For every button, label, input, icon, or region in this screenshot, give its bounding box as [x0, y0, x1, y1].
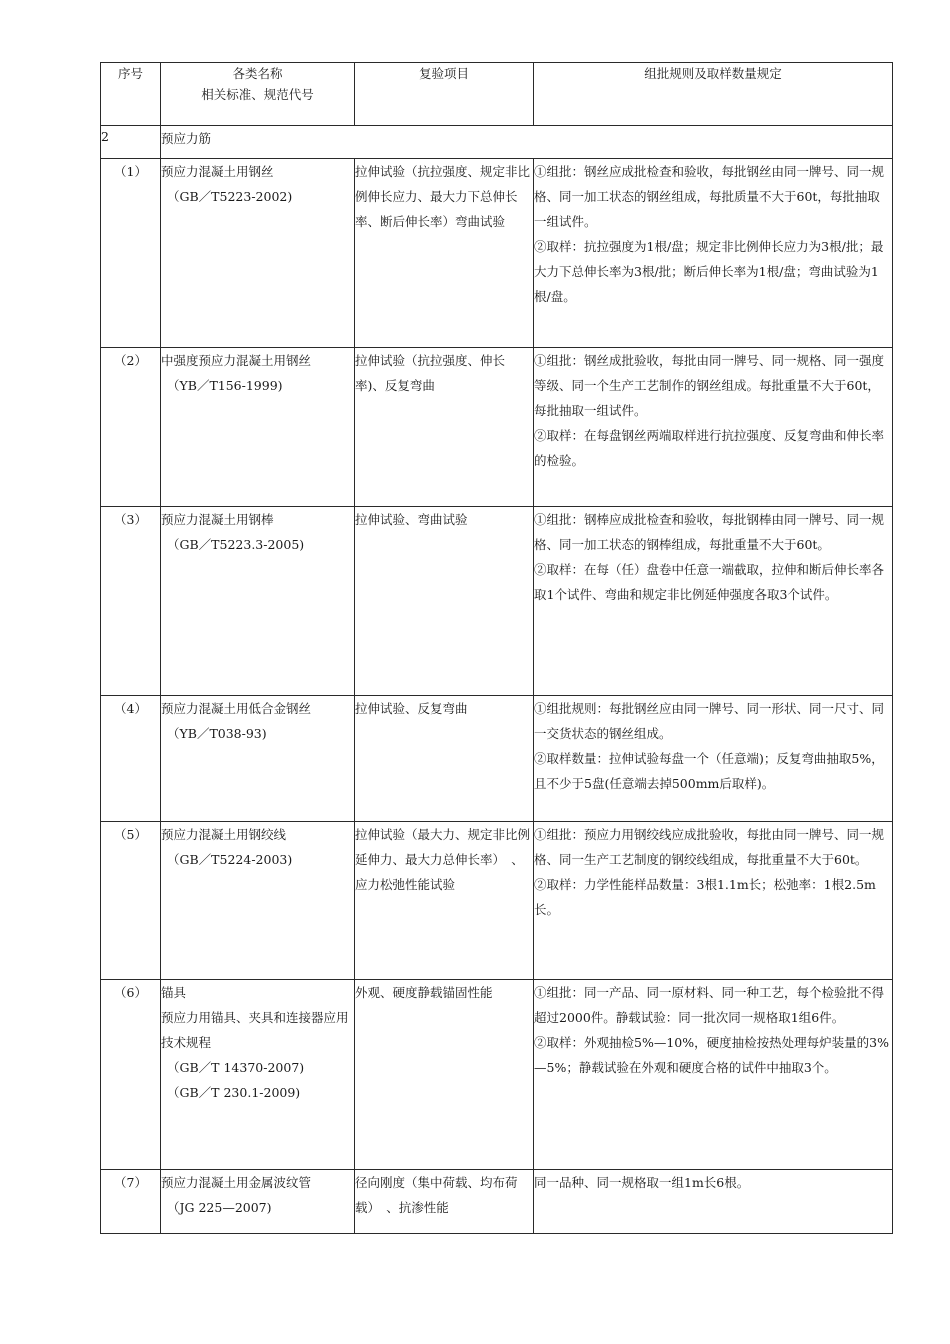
table-row	[101, 822, 893, 980]
table-header-row	[101, 63, 893, 126]
row-items: 拉伸试验（最大力、规定非比例延伸力、最大力总伸长率） 、应力松弛性能试验	[355, 822, 534, 980]
row-rules-cell	[534, 980, 893, 1170]
row-rules-cell	[534, 507, 893, 696]
row-number: （2）	[101, 348, 161, 507]
row-number: （5）	[101, 822, 161, 980]
row-name: 预应力混凝土用钢棒	[161, 512, 274, 527]
section-title: 预应力筋	[161, 126, 893, 159]
row-name-extra: 预应力用锚具、夹具和连接器应用技术规程	[161, 1010, 349, 1050]
row-items: 径向刚度（集中荷载、均布荷载） 、抗渗性能	[355, 1170, 534, 1234]
row-name-cell	[161, 159, 355, 348]
row-rules-group: ①组批：预应力用钢绞线应成批验收，每批由同一牌号、同一规格、同一生产工艺制度的钢绞线组成，每批重量不大于60t。	[534, 827, 885, 867]
row-rules-sample: ②取样：外观抽检5%—10%，硬度抽检按热处理每炉装量的3%—5%；静载试验在外观和硬度合格的试件中抽取3个。	[534, 1035, 889, 1075]
row-name: 预应力混凝土用钢绞线	[161, 827, 287, 842]
row-name: 预应力混凝土用金属波纹管	[161, 1175, 312, 1190]
row-items: 拉伸试验、弯曲试验	[355, 507, 534, 696]
header-items: 复验项目	[355, 63, 534, 126]
row-code: （YB／T156-1999)	[167, 378, 283, 393]
row-rules-cell	[534, 348, 893, 507]
row-name-cell	[161, 696, 355, 822]
row-rules-group: ①组批：同一产品、同一原材料、同一种工艺，每个检验批不得超过2000件。静载试验：同一批次同一规格取1组6件。	[534, 985, 885, 1025]
row-name-cell	[161, 822, 355, 980]
row-items: 拉伸试验（抗拉强度、伸长率)、反复弯曲	[355, 348, 534, 507]
row-rules-group: ①组批：钢丝成批验收，每批由同一牌号、同一规格、同一强度等级、同一个生产工艺制作的钢丝组成。每批重量不大于60t，每批抽取一组试件。	[534, 353, 885, 418]
row-rules-cell	[534, 1170, 893, 1234]
row-code: （JG 225—2007)	[167, 1200, 272, 1215]
row-rules-sample: ②取样：力学性能样品数量：3根1.1m长；松弛率：1根2.5m长。	[534, 877, 876, 917]
row-rules-cell	[534, 159, 893, 348]
header-name-line2: 相关标准、规范代号	[201, 87, 314, 102]
section-number: 2	[101, 126, 161, 159]
row-code: （GB／T5223.3-2005)	[167, 537, 305, 552]
row-number: （3）	[101, 507, 161, 696]
table-row	[101, 1170, 893, 1234]
row-rules-group: ①组批规则：每批钢丝应由同一牌号、同一形状、同一尺寸、同一交货状态的钢丝组成。	[534, 701, 885, 741]
row-rules-cell	[534, 822, 893, 980]
table-row	[101, 507, 893, 696]
row-items: 拉伸试验、反复弯曲	[355, 696, 534, 822]
row-rules-sample: ②取样：在每盘钢丝两端取样进行抗拉强度、反复弯曲和伸长率的检验。	[534, 428, 885, 468]
row-name-cell	[161, 980, 355, 1170]
row-rules-group: ①组批：钢丝应成批检查和验收，每批钢丝由同一牌号、同一规格、同一加工状态的钢丝组成，每批质量不大于60t，每批抽取一组试件。	[534, 164, 885, 229]
row-rules-cell	[534, 696, 893, 822]
row-code: （GB／T5224-2003)	[167, 852, 293, 867]
row-name-cell	[161, 1170, 355, 1234]
row-name-cell	[161, 507, 355, 696]
row-number: （6）	[101, 980, 161, 1170]
section-row	[101, 126, 893, 159]
table-row	[101, 159, 893, 348]
table-row	[101, 980, 893, 1170]
row-rules-sample: ②取样数量：拉伸试验每盘一个（任意端)；反复弯曲抽取5%，且不少于5盘(任意端去掉500mm后取样)。	[534, 751, 884, 791]
row-rules-group: 同一品种、同一规格取一组1m长6根。	[534, 1175, 750, 1190]
row-name-cell	[161, 348, 355, 507]
row-number: （1）	[101, 159, 161, 348]
row-code: （GB／T 230.1-2009)	[167, 1085, 301, 1100]
header-name	[161, 63, 355, 126]
header-name-line1: 各类名称	[232, 66, 283, 81]
header-rules: 组批规则及取样数量规定	[534, 63, 893, 126]
row-items: 拉伸试验（抗拉强度、规定非比例伸长应力、最大力下总伸长率、断后伸长率）弯曲试验	[355, 159, 534, 348]
row-rules-sample: ②取样：抗拉强度为1根/盘；规定非比例伸长应力为3根/批；最大力下总伸长率为3根/批；断后伸长率为1根/盘；弯曲试验为1根/盘。	[534, 239, 884, 304]
table-row	[101, 348, 893, 507]
row-number: （7）	[101, 1170, 161, 1234]
row-name: 锚具	[161, 985, 187, 1000]
specification-table	[100, 62, 893, 1234]
row-rules-group: ①组批：钢棒应成批检查和验收，每批钢棒由同一牌号、同一规格、同一加工状态的钢棒组成，每批重量不大于60t。	[534, 512, 885, 552]
row-code: （YB／T038-93)	[167, 726, 267, 741]
row-code: （GB／T 14370-2007)	[167, 1060, 305, 1075]
row-rules-sample: ②取样：在每（任）盘卷中任意一端截取，拉伸和断后伸长率各取1个试件、弯曲和规定非比例延伸强度各取3个试件。	[534, 562, 885, 602]
row-items: 外观、硬度静载锚固性能	[355, 980, 534, 1170]
row-name: 预应力混凝土用钢丝	[161, 164, 274, 179]
table-row	[101, 696, 893, 822]
row-name: 中强度预应力混凝土用钢丝	[161, 353, 312, 368]
row-name: 预应力混凝土用低合金钢丝	[161, 701, 312, 716]
row-code: （GB／T5223-2002)	[167, 189, 293, 204]
row-number: （4）	[101, 696, 161, 822]
header-no: 序号	[101, 63, 161, 126]
